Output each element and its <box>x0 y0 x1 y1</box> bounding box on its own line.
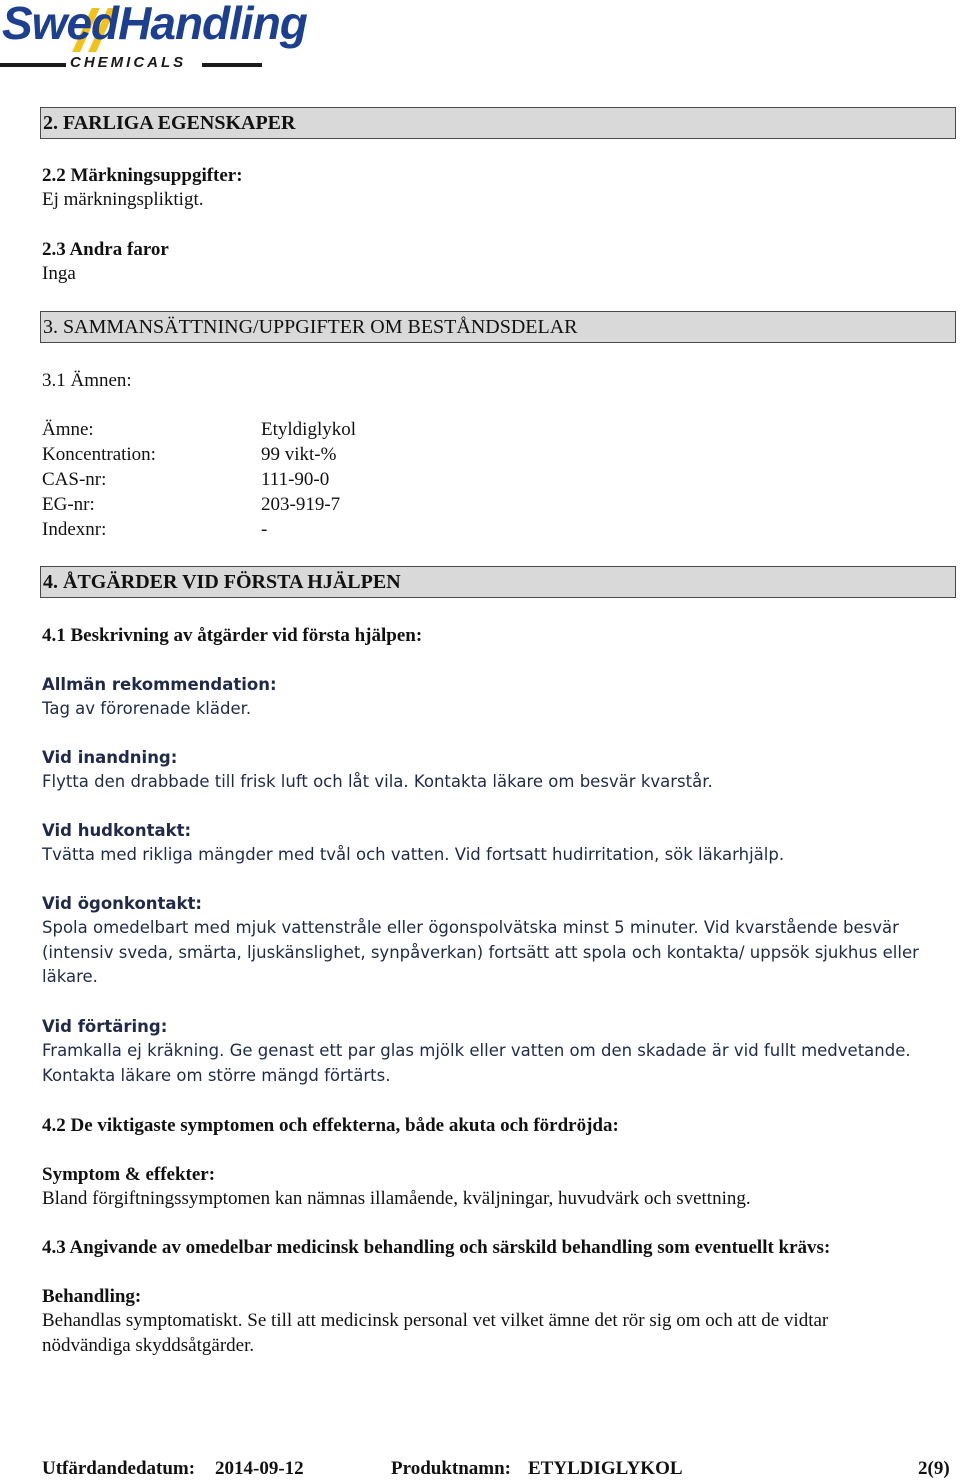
ingestion-text-line: Framkalla ej kräkning. Ge genast ett par glas mjölk eller vatten om den skadade är vid fullt medvetande. <box>42 1041 911 1060</box>
symptoms-text: Bland förgiftningssymptomen kan nämnas illamående, kväljningar, huvudvärk och svettning. <box>42 1188 751 1209</box>
subsection-4-1-title: 4.1 Beskrivning av åtgärder vid första hjälpen: <box>42 625 423 646</box>
company-logo <box>0 0 307 78</box>
treatment-text-line: Behandlas symptomatiskt. Se till att medicinsk personal vet vilket ämne det rör sig om och att de vidtar <box>42 1310 829 1331</box>
eye-contact-label: Vid ögonkontakt: <box>42 894 203 913</box>
ec-value: 203-919-7 <box>261 494 341 515</box>
logo-wordmark: SwedHandling <box>2 0 307 49</box>
concentration-value: 99 vikt-% <box>261 444 337 465</box>
substance-label: Ämne: <box>42 419 94 440</box>
eye-contact-text-line: (intensiv sveda, smärta, ljuskänslighet, synpåverkan) fortsätt att spola och kontakta/ uppsök sjukhus eller <box>42 943 919 962</box>
skin-contact-text: Tvätta med rikliga mängder med tvål och vatten. Vid fortsatt hudirritation, sök läkarhjälp. <box>42 845 785 864</box>
subsection-2-2-text: Ej märkningspliktigt. <box>42 189 204 210</box>
inhalation-label: Vid inandning: <box>42 748 178 767</box>
general-advice-label: Allmän rekommendation: <box>42 675 277 694</box>
subsection-4-3-title: 4.3 Angivande av omedelbar medicinsk behandling och särskild behandling som eventuellt krävs: <box>42 1237 831 1258</box>
eye-contact-text-line: Spola omedelbart med mjuk vattenstråle eller ögonspolvätska minst 5 minuter. Vid kvarstående besvär <box>42 918 899 937</box>
substance-value: Etyldiglykol <box>261 419 356 440</box>
subsection-2-2-title: 2.2 Märkningsuppgifter: <box>42 165 243 186</box>
section-4-header: 4. ÅTGÄRDER VID FÖRSTA HJÄLPEN <box>40 566 956 598</box>
treatment-label: Behandling: <box>42 1286 142 1307</box>
subsection-2-3-title: 2.3 Andra faror <box>42 239 169 260</box>
logo-rule <box>202 63 262 67</box>
product-name-label: Produktnamn: <box>391 1458 512 1479</box>
logo-rule <box>0 63 66 67</box>
logo-tagline: CHEMICALS <box>70 54 187 71</box>
issue-date-label: Utfärdandedatum: <box>42 1458 196 1479</box>
ingestion-text-line: Kontakta läkare om större mängd förtärts. <box>42 1066 391 1085</box>
index-value: - <box>261 519 268 540</box>
ec-label: EG-nr: <box>42 494 95 515</box>
subsection-2-3-text: Inga <box>42 263 76 284</box>
cas-value: 111-90-0 <box>261 469 330 490</box>
subsection-3-1-title: 3.1 Ämnen: <box>42 370 132 391</box>
subsection-4-2-title: 4.2 De viktigaste symptomen och effekterna, både akuta och fördröjda: <box>42 1115 619 1136</box>
product-name-value: ETYLDIGLYKOL <box>528 1458 683 1479</box>
cas-label: CAS-nr: <box>42 469 107 490</box>
ingestion-label: Vid förtäring: <box>42 1017 168 1036</box>
treatment-text-line: nödvändiga skyddsåtgärder. <box>42 1335 255 1356</box>
concentration-label: Koncentration: <box>42 444 156 465</box>
page-number: 2(9) <box>918 1458 950 1479</box>
section-3-header: 3. SAMMANSÄTTNING/UPPGIFTER OM BESTÅNDSDELAR <box>40 311 956 343</box>
inhalation-text: Flytta den drabbade till frisk luft och låt vila. Kontakta läkare om besvär kvarstår. <box>42 772 713 791</box>
symptoms-label: Symptom & effekter: <box>42 1164 216 1185</box>
issue-date-value: 2014-09-12 <box>215 1458 304 1479</box>
index-label: Indexnr: <box>42 519 107 540</box>
section-2-header: 2. FARLIGA EGENSKAPER <box>40 107 956 139</box>
skin-contact-label: Vid hudkontakt: <box>42 821 192 840</box>
eye-contact-text-line: läkare. <box>42 967 98 986</box>
general-advice-text: Tag av förorenade kläder. <box>42 699 252 718</box>
